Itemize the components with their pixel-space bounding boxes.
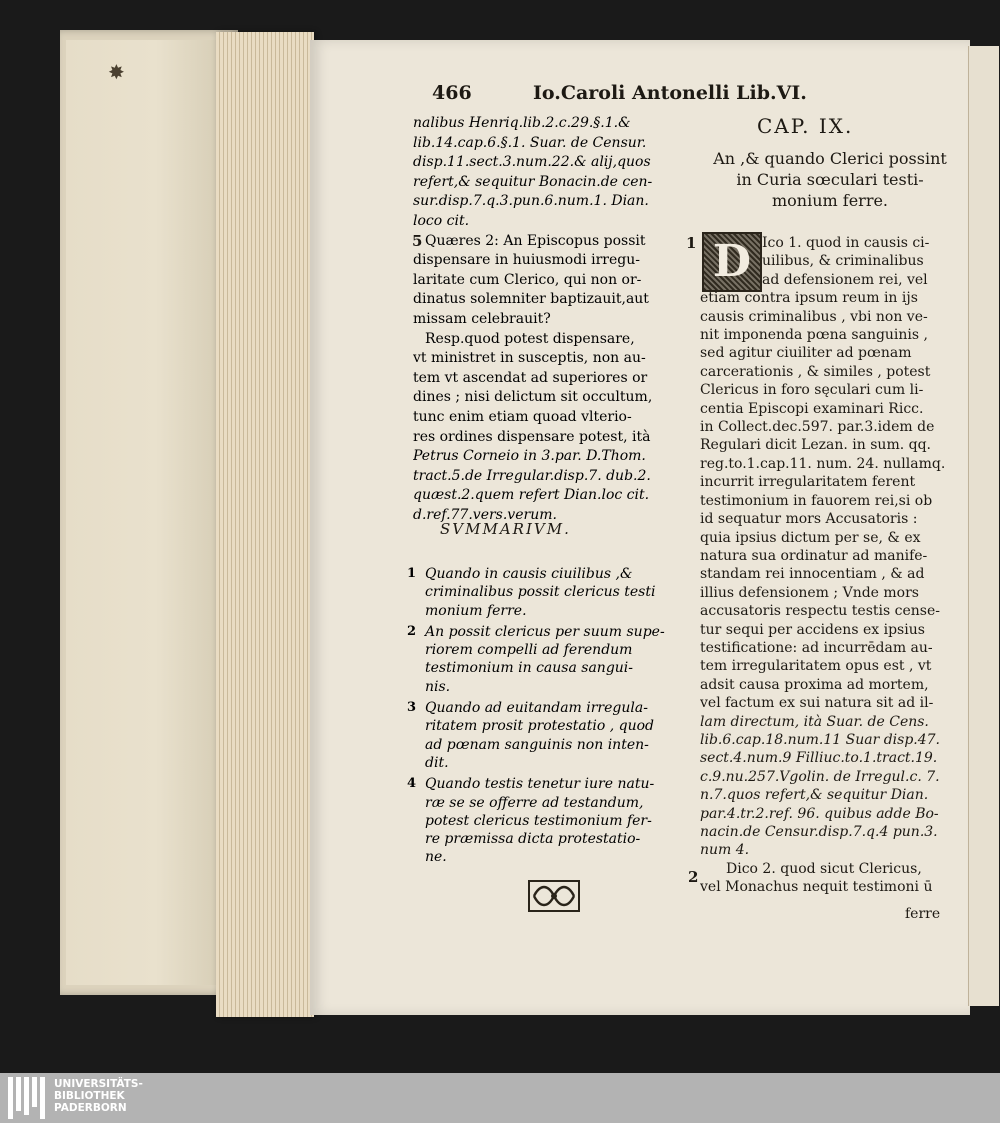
text-line: nacin.de Censur.disp.7.q.4 pun.3.	[700, 824, 938, 840]
text-line: disp.11.sect.3.num.22.& alij,quos	[413, 154, 651, 171]
summary-line: Quando testis tenetur iure natu-	[425, 776, 655, 793]
summary-line: An possit clericus per suum supe-	[425, 623, 665, 640]
text-line: uilibus, & criminalibus	[762, 253, 924, 270]
text-line: id sequatur mors Accusatoris :	[700, 511, 918, 528]
text-line: missam celebrauit?	[413, 310, 551, 327]
text-line: d.ref.77.vers.verum.	[413, 506, 557, 523]
text-line: centia Episcopi examinari Ricc.	[700, 400, 924, 417]
chapter-title-line: in Curia sœculari testi-	[736, 170, 924, 189]
text-line: tract.5.de Irregular.disp.7. dub.2.	[413, 467, 651, 484]
text-line: tunc enim etiam quoad vlterio-	[413, 408, 632, 425]
text-line: dinatus solemniter baptizauit,aut	[413, 291, 649, 308]
text-line: Resp.quod potest dispensare,	[425, 330, 635, 347]
text-line: laritate cum Clerico, qui non or-	[413, 271, 642, 288]
marginal-number: 5	[412, 232, 423, 250]
text-line: res ordines dispensare potest, ità	[413, 428, 651, 445]
text-line: c.9.nu.257.Vgolin. de Irregul.c. 7.	[700, 768, 940, 785]
text-line: sect.4.num.9 Filliuc.to.1.tract.19.	[700, 750, 938, 767]
text-line: quæst.2.quem refert Dian.loc cit.	[413, 487, 650, 504]
chapter-title-line: monium ferre.	[771, 191, 889, 210]
text-line: illius defensionem ; Vnde mors	[700, 584, 919, 601]
text-line: reg.to.1.cap.11. num. 24. nullamq.	[700, 455, 946, 472]
text-line: n.7.quos refert,& sequitur Dian.	[700, 787, 929, 804]
catchword: ferre	[905, 906, 941, 922]
right-column-text	[700, 234, 950, 897]
summary-line: ræ se se offerre ad testandum,	[425, 794, 644, 811]
summary-number: 2	[407, 623, 417, 639]
text-line: nalibus Henriq.lib.2.c.29.§.1.&	[413, 115, 631, 131]
summary-line: testimonium in causa sangui-	[425, 660, 634, 677]
text-line: adsit causa proxima ad mortem,	[700, 676, 929, 693]
text-line: ad defensionem rei, vel	[762, 271, 928, 288]
library-logo-icon	[8, 1077, 48, 1119]
text-line: lam directum, ità Suar. de Cens.	[700, 713, 929, 730]
summary-heading: SVMMARIVM.	[440, 520, 571, 538]
text-line: refert,& sequitur Bonacin.de cen-	[413, 173, 653, 190]
running-head-title: Io.Caroli Antonelli Lib.VI.	[533, 82, 807, 104]
text-line: par.4.tr.2.ref. 96. quibus adde Bo-	[700, 805, 939, 822]
text-line: num 4.	[700, 842, 750, 859]
summary-line: potest clericus testimonium fer-	[425, 812, 652, 829]
library-name-line: UNIVERSITÄTS-	[54, 1078, 143, 1090]
text-line: Quæres 2: An Episcopus possit	[425, 232, 646, 249]
text-line: testimonium in fauorem rei,si ob	[700, 492, 933, 509]
page-number: 466	[432, 82, 472, 104]
text-line: vel factum ex sui natura sit ad il-	[700, 695, 934, 712]
text-line: loco cit.	[413, 212, 470, 229]
text-line: vt ministret in susceptis, non au-	[413, 350, 646, 367]
ink-mark-icon: ✸	[108, 60, 125, 84]
initial-letter: D	[704, 234, 760, 290]
left-column-text	[413, 114, 685, 525]
text-line: carcerationis , & similes , potest	[700, 363, 931, 380]
summary-line: dit.	[425, 754, 449, 771]
text-line: sed agitur ciuiliter ad pœnam	[700, 345, 912, 362]
text-line: natura sua ordinatur ad manife-	[700, 547, 928, 564]
summary-entry	[407, 775, 687, 866]
summary-line: Quando ad euitandam irregula-	[425, 700, 648, 717]
text-line: vel Monachus nequit testimoni ū	[700, 879, 933, 896]
text-line: etiam contra ipsum reum in ijs	[700, 290, 918, 307]
summary-entry	[407, 623, 687, 696]
next-page-edge	[968, 46, 999, 1006]
text-line: in Collect.dec.597. par.3.idem de	[700, 419, 935, 436]
summary-line: riorem compelli ad ferendum	[425, 642, 633, 659]
summary-line: ritatem prosit protestatio , quod	[425, 718, 655, 735]
marginal-number: 2	[688, 868, 699, 886]
summary-line: Quando in causis ciuilibus ,&	[425, 566, 633, 582]
marbled-endpaper	[66, 40, 216, 985]
text-line: Dico 2. quod sicut Clericus,	[726, 860, 922, 877]
text-line: tem irregularitatem opus est , vt	[700, 658, 932, 675]
summary-entry	[407, 699, 687, 772]
library-name	[54, 1078, 143, 1114]
text-line: standam rei innocentiam , & ad	[700, 566, 925, 583]
text-line: Petrus Corneio in 3.par. D.Thom.	[413, 448, 646, 465]
text-line: nit imponenda pœna sanguinis ,	[700, 327, 928, 344]
text-line: dispensare in huiusmodi irregu-	[413, 252, 640, 269]
summary-line: ad pœnam sanguinis non inten-	[425, 736, 649, 753]
summary-line: nis.	[425, 678, 451, 695]
chapter-title-line: An ,& quando Clerici possint	[713, 149, 947, 168]
text-line: quia ipsius dictum per se, & ex	[700, 529, 921, 546]
summary-list	[407, 565, 687, 870]
text-line: Regulari dicit Lezan. in sum. qq.	[700, 437, 931, 454]
text-line: accusatoris respectu testis cense-	[700, 603, 940, 620]
text-line: sur.disp.7.q.3.pun.6.num.1. Dian.	[413, 193, 649, 210]
chapter-title	[700, 148, 960, 211]
text-line: testificatione: ad incurrēdam au-	[700, 639, 933, 656]
chapter-number: CAP. IX.	[757, 114, 854, 138]
summary-line: criminalibus possit clericus testi	[425, 584, 656, 601]
text-line: Ico 1. quod in causis ci-	[762, 235, 930, 251]
summary-entry	[407, 565, 687, 620]
text-line: dines ; nisi delictum sit occultum,	[413, 389, 653, 406]
ornament-icon	[528, 880, 580, 912]
text-line: lib.6.cap.18.num.11 Suar disp.47.	[700, 731, 941, 748]
summary-line: monium ferre.	[425, 602, 527, 619]
library-name-line: PADERBORN	[54, 1102, 127, 1114]
marginal-number: 1	[686, 234, 697, 252]
text-line: tur sequi per accidens ex ipsius	[700, 621, 925, 638]
text-line: lib.14.cap.6.§.1. Suar. de Censur.	[413, 134, 647, 151]
library-footer	[0, 1073, 1000, 1123]
library-name-line: BIBLIOTHEK	[54, 1090, 125, 1102]
text-line: tem vt ascendat ad superiores or	[413, 369, 648, 386]
text-line: incurrit irregularitatem ferent	[700, 474, 916, 491]
text-line: causis criminalibus , vbi non ve-	[700, 308, 928, 325]
summary-number: 3	[407, 700, 417, 716]
summary-line: re præmissa dicta protestatio-	[425, 831, 641, 848]
text-line: Clericus in foro sęculari cum li-	[700, 382, 924, 399]
summary-number: 1	[407, 566, 417, 581]
summary-number: 4	[407, 776, 417, 792]
summary-line: ne.	[425, 849, 447, 866]
page-edges	[216, 32, 314, 1017]
